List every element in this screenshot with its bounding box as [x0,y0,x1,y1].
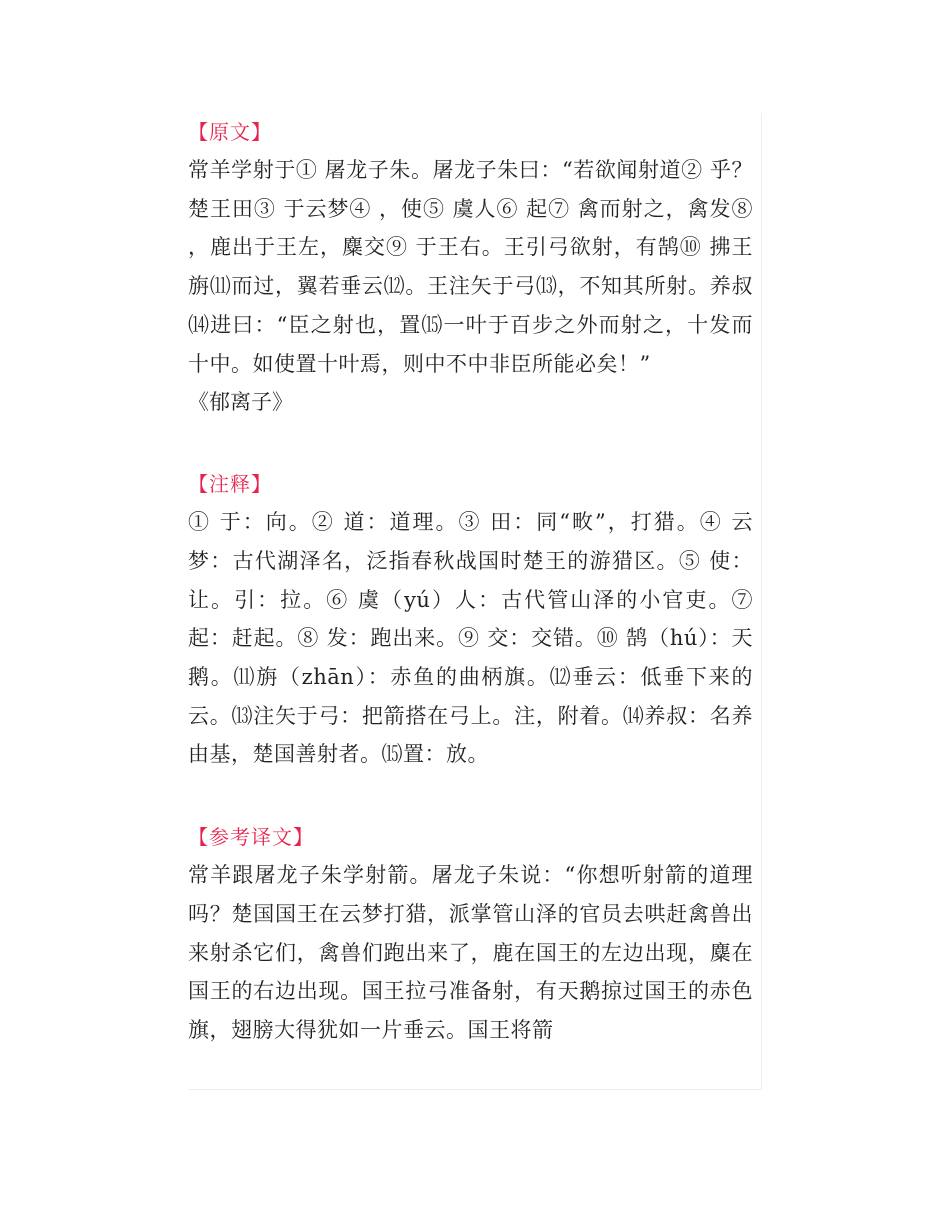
original-text-section [188,113,761,421]
translation-body-window [188,856,761,1053]
notes-body: ① 于：向。② 道：道理。③ 田：同“畋”，打猎。④ 云梦：古代湖泽名，泛指春秋战国时楚王的游猎区。⑤ 使：让。引：拉。⑥ 虞（yú）人：古代管山泽的小官吏。⑦ 起：赶起。⑧ 发：跑出来。⑨ 交：交错。⑩ 鹄（hú）：天鹅。⑾旃（zhān）：赤鱼的曲柄旗。⑿垂云：低垂下来的云。⒀注矢于弓：把箭搭在弓上。注，附着。⒁养叔：名养由基，楚国善射者。⒂置：放。 [188,510,753,767]
document-page [188,113,762,1090]
original-text-body: 常羊学射于① 屠龙子朱。屠龙子朱曰：“若欲闻射道② 乎？楚王田③ 于云梦④ ，使⑤ 虞人⑥ 起⑦ 禽而射之，禽发⑧ ，鹿出于王左，麋交⑨ 于王右。王引弓欲射，有鹄⑩ 拂王旃⑾而过，翼若垂云⑿。王注矢于弓⒀，不知其所射。养叔⒁进曰：“臣之射也，置⒂一叶于百步之外而射之，十发而十中。如使置十叶焉，则中不中非臣所能必矣！” [188,158,753,376]
original-text-source: 《郁离子》 [188,390,293,415]
notes-heading: 【注释】 [188,472,272,497]
translation-heading: 【参考译文】 [188,825,314,850]
original-text-heading: 【原文】 [188,120,272,144]
notes-section [188,465,761,774]
translation-body: 常羊跟屠龙子朱学射箭。屠龙子朱说：“你想听射箭的道理吗？楚国国王在云梦打猎，派掌管山泽的官员去哄赶禽兽出来射杀它们，禽兽们跑出来了，鹿在国王的左边出现，麋在国王的右边出现。国王拉弓准备射，有天鹅掠过国王的赤色旗，翅膀大得犹如一片垂云。国王将箭 [188,863,753,1042]
translation-section [188,818,761,1053]
section-spacer [188,421,761,465]
section-spacer [188,774,761,818]
